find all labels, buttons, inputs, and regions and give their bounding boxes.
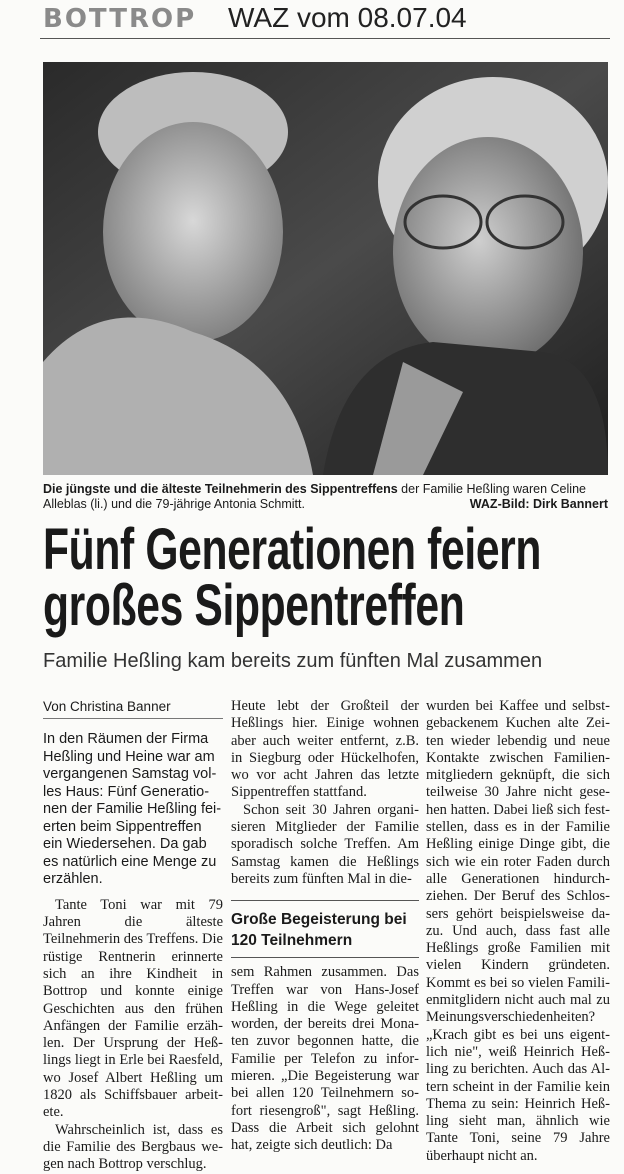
headline-line-1: Fünf Generationen feiern [43, 517, 542, 582]
intertitle: Große Begeisterung bei 120 Teilnehmern [231, 900, 419, 958]
paragraph: Schon seit 30 Jahren organisieren Mitglieder der Familie sporadisch solche Treffen. Am Samstag kamen die Heßlings bereits zum fünften Mal in die- [231, 801, 419, 887]
paragraph: wurden bei Kaffee und selbstgebackenem Kuchen alte Zeiten wieder lebendig und neue Kontakte zwischen Familienmitgliedern geknüpft, die sich teilweise 30 Jahre nicht gesehen hatten. Dabei ließ sich feststellen, dass es in der Familie Heßling einige Dinge gibt, die sich wie ein roter Faden durch alle Generationen hindurchziehen. Der Beruf des Schlossers gehört beispielsweise dazu. Und auch, dass fast alle Heßlings große Familien mit vielen Kindern gründeten. Kommt es bei so vielen Familienmitglidern nicht auch mal zu Meinungsverschiedenheiten? „Krach gibt es bei uns eigentlich nie", weiß Heinrich Heßling zu berichten. Auch das Altern scheint in der Familie kein Thema zu sein: Heinrich Heßling sieht man, ähnlich wie Tante Toni, seine 79 Jahre überhaupt nicht an. [426, 698, 610, 1164]
byline: Von Christina Banner [43, 698, 223, 719]
section-masthead: BOTTROP [43, 4, 197, 34]
photo-credit: WAZ-Bild: Dirk Bannert [469, 497, 608, 511]
woman-face [393, 137, 583, 367]
photo-caption [43, 482, 608, 512]
paragraph: sem Rahmen zusammen. Das Treffen war von Hans-Josef Heßling in die Wege geleitet worden, der bereits drei Monaten zuvor begonnen hatte, die Familie per Telefon zu informieren. „Die Begeisterung war bei allen 120 Teilnehmern sofort riesengroß", sagt Heßling. Dass die Arbeit sich gelohnt hat, zeigte sich deutlich: Da [231, 964, 419, 1154]
subheadline: Familie Heßling kam bereits zum fünften Mal zusammen [43, 650, 543, 672]
source-note: WAZ vom 08.07.04 [228, 2, 467, 33]
lead-paragraph: In den Räumen der Firma Heßling und Heine war am vergangenen Samstag volles Haus: Fünf Generationen der Familie Heßling feierten beim Sippentreffen ein Wiedersehen. Da gab es natürlich eine Menge zu erzählen. [43, 731, 222, 888]
article-column-2 [231, 698, 419, 1155]
child-face [103, 122, 283, 342]
header-divider [40, 38, 610, 39]
article-column-3 [426, 698, 610, 1165]
headline-line-2: großes Sippentreffen [43, 573, 465, 638]
article-photo [43, 62, 608, 475]
paragraph: Wahrscheinlich ist, dass es die Familie des Bergbaus wegen nach Bottrop verschlug. [43, 1121, 223, 1173]
photo-illustration [43, 62, 608, 475]
paragraph: Tante Toni war mit 79 Jahren die älteste Teilnehmerin des Treffens. Die rüstige Rentnerin erinnerte sich an ihre Kindheit in Bottrop und konnte einige Geschichten aus den frühen Anfängen der Familie erzählen. Der Ursprung der Heßlings liegt in Erle bei Raesfeld, wo Josef Albert Heßling um 1820 als Schiffsbauer arbeitete. [43, 896, 223, 1121]
caption-text: der Familie Heßling waren Celine Alleblas (li.) und die 79-jährige Antonia Schmitt. [43, 482, 586, 511]
caption-bold: Die jüngste und die älteste Teilnehmerin des Sippentreffens [43, 482, 398, 496]
paragraph: Heute lebt der Großteil der Heßlings hier. Einige wohnen aber auch weiter entfernt, z.B. in Siegburg oder Hückelhofen, wo vor acht Jahren das letzte Sippentreffen stattfand. [231, 698, 419, 801]
article-column-1 [43, 698, 223, 1174]
